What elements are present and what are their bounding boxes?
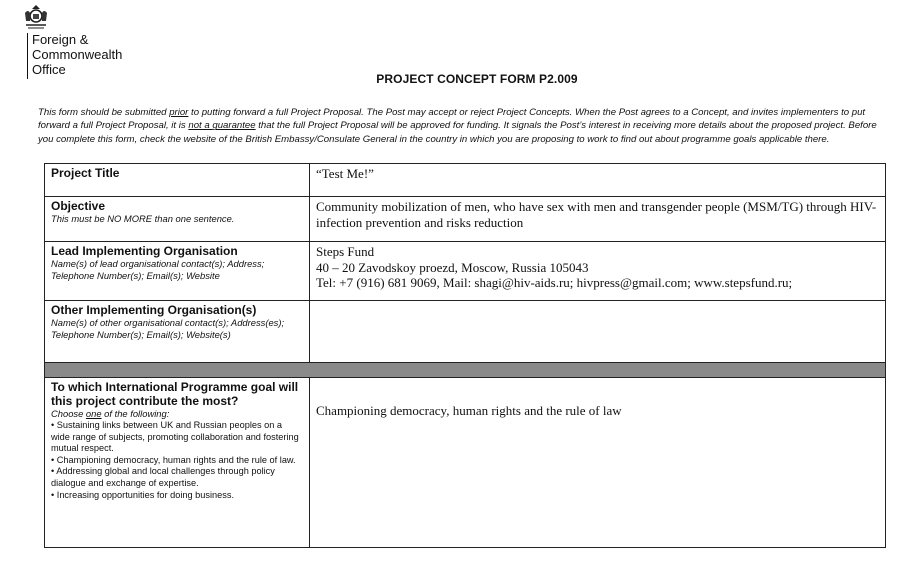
choose-underlined: one [85, 408, 102, 419]
label-cell [45, 378, 310, 548]
other-org-label: Other Implementing Organisation(s) [51, 303, 257, 317]
lead-org-field[interactable] [310, 242, 886, 301]
lead-org-line: Tel: +7 (916) 681 9069, Mail: shagi@hiv-aids.ru; hivpress@gmail.com; www.stepsfund.ru; [316, 275, 793, 290]
logo-text [32, 32, 122, 77]
form-title: PROJECT CONCEPT FORM P2.009 [376, 72, 578, 86]
goal-hint [51, 408, 303, 420]
project-title-value: “Test Me!” [316, 166, 374, 181]
intro-underlined: not a guarantee [188, 120, 256, 132]
row-lead-org [45, 242, 886, 301]
goal-option: • Addressing global and local challenges through policy dialogue and exchange of expertise. [51, 466, 275, 488]
row-programme-goal [45, 378, 886, 548]
other-org-field[interactable] [310, 301, 886, 363]
objective-field[interactable] [310, 197, 886, 242]
lead-org-line: Steps Fund [316, 244, 375, 259]
concept-form-table [44, 163, 886, 548]
label-cell [45, 301, 310, 363]
row-objective [45, 197, 886, 242]
intro-text: This form should be submitted [38, 107, 170, 118]
objective-hint: This must be NO MORE than one sentence. [51, 213, 235, 224]
label-cell [45, 242, 310, 301]
goal-field[interactable] [310, 378, 886, 548]
choose-text: of the following: [101, 408, 170, 419]
label-cell [45, 197, 310, 242]
goal-option: • Sustaining links between UK and Russian peoples on a wide range of subjects, promoting collaboration and fostering mutual respect. [51, 420, 299, 454]
choose-text: Choose [51, 408, 86, 419]
section-divider [45, 363, 886, 378]
goal-option: • Championing democracy, human rights and the rule of law. [51, 454, 296, 465]
logo-line: Office [32, 62, 66, 77]
objective-label: Objective [51, 199, 106, 213]
lead-org-hint: Name(s) of lead organisational contact(s); Address; Telephone Number(s); Email(s); Website [51, 258, 265, 281]
intro-text: to putting forward a full Project Proposal. The Post may accept or reject Project Concepts. When the Post agrees to a Concept, and invites implementers to put forward a full Project Proposal, it is [38, 107, 866, 132]
goal-value: Championing democracy, human rights and the rule of law [316, 402, 622, 418]
project-title-label: Project Title [51, 166, 120, 180]
intro-text: that the full Project Proposal will be approved for funding. It signals the Post’s interest in receiving more details about the proposed project. Before you complete this form, check the website of the British Embassy/Consulate General in the country in which you are proposing to work to find out about programme goals applicable there. [38, 120, 877, 145]
row-other-org [45, 301, 886, 363]
goal-label: To which International Programme goal will this project contribute the most? [51, 380, 299, 408]
other-org-hint: Name(s) of other organisational contact(s); Address(es); Telephone Number(s); Email(s); Website(s) [51, 317, 285, 340]
intro-paragraph [38, 106, 894, 146]
shaded-bar [45, 363, 886, 378]
goal-options-list [51, 420, 303, 501]
goal-option: • Increasing opportunities for doing business. [51, 489, 234, 500]
lead-org-line: 40 – 20 Zavodskoy proezd, Moscow, Russia 105043 [316, 259, 589, 275]
project-title-field[interactable] [310, 164, 886, 197]
objective-value: Community mobilization of men, who have sex with men and transgender people (MSM/TG) through HIV-infection prevention and risks reduction [316, 199, 877, 230]
row-project-title [45, 164, 886, 197]
label-cell [45, 164, 310, 197]
logo-line: Commonwealth [32, 47, 123, 62]
royal-crest-icon [22, 4, 50, 30]
lead-org-label: Lead Implementing Organisation [51, 244, 238, 258]
logo-line: Foreign & [32, 32, 89, 47]
intro-underlined: prior [169, 107, 189, 118]
